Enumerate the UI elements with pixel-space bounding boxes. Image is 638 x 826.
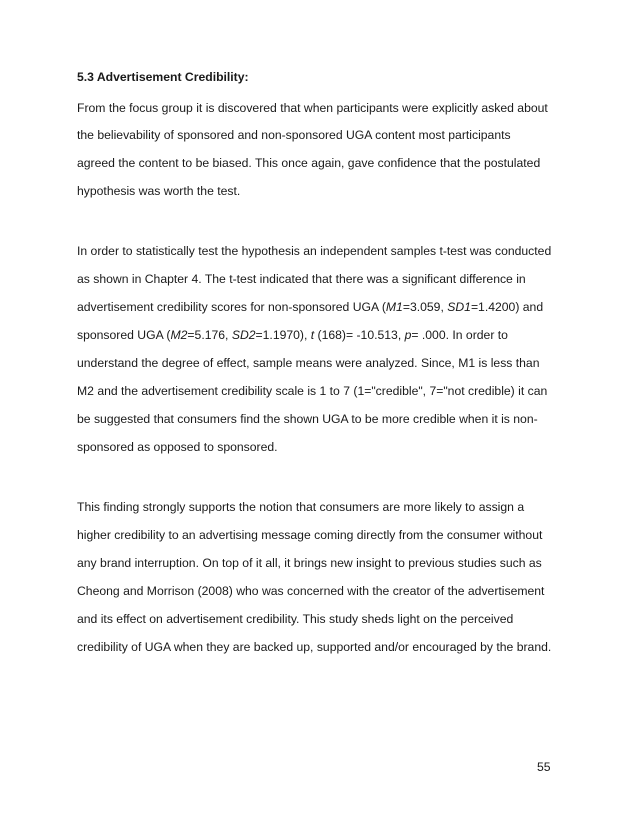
sd1-value: =1.4200) and [470,300,544,314]
paragraph-2-line-3-stats [77,300,543,315]
m2-label: M2 [170,328,188,342]
section-heading: 5.3 Advertisement Credibility: [77,70,249,84]
paragraph-1-line-3: agreed the content to be biased. This once again, gave confidence that the postulated [77,156,541,170]
paragraph-3-line-6: credibility of UGA when they are backed up, supported and/or encouraged by the brand. [77,640,552,654]
paragraph-3-line-1: This finding strongly supports the notion that consumers are more likely to assign a [77,500,525,514]
paragraph-3-line-4: Cheong and Morrison (2008) who was concerned with the creator of the advertisement [77,584,545,598]
paragraph-3-line-5: and its effect on advertisement credibility. This study sheds light on the perceived [77,612,514,626]
t-value: (168)= -10.513, [314,328,405,342]
paragraph-2-line-2: as shown in Chapter 4. The t-test indicated that there was a significant difference in [77,272,526,286]
p-label: p [404,328,412,342]
stats2-pre: sponsored UGA ( [77,328,171,342]
m2-value: =5.176, [187,328,232,342]
paragraph-2-line-7: be suggested that consumers find the shown UGA to be more credible when it is non- [77,412,538,426]
paragraph-3-line-2: higher credibility to an advertising message coming directly from the consumer without [77,528,543,542]
paragraph-2-line-4-stats [77,328,508,343]
m1-label: M1 [385,300,403,314]
stats1-pre: advertisement credibility scores for non-sponsored UGA ( [77,300,386,314]
paragraph-2-line-1: In order to statistically test the hypothesis an independent samples t-test was conducted [77,244,552,258]
paragraph-1-line-2: the believability of sponsored and non-sponsored UGA content most participants [77,128,511,142]
sd2-value: =1.1970), [255,328,311,342]
page-number: 55 [537,760,551,774]
paragraph-2-line-6: M2 and the advertisement credibility scale is 1 to 7 (1="credible", 7="not credible) it can [77,384,548,398]
p-value: = .000. In order to [411,328,508,342]
paragraph-1-line-4: hypothesis was worth the test. [77,184,241,198]
paragraph-1-line-1: From the focus group it is discovered that when participants were explicitly asked about [77,101,548,115]
sd2-label: SD2 [231,328,256,342]
sd1-label: SD1 [447,300,471,314]
paragraph-3-line-3: any brand interruption. On top of it all, it brings new insight to previous studies such as [77,556,542,570]
m1-value: =3.059, [402,300,448,314]
paragraph-2-line-5: understand the degree of effect, sample means were analyzed. Since, M1 is less than [77,356,540,370]
t-label: t [310,328,315,342]
paragraph-2-line-8: sponsored as opposed to sponsored. [77,440,278,454]
